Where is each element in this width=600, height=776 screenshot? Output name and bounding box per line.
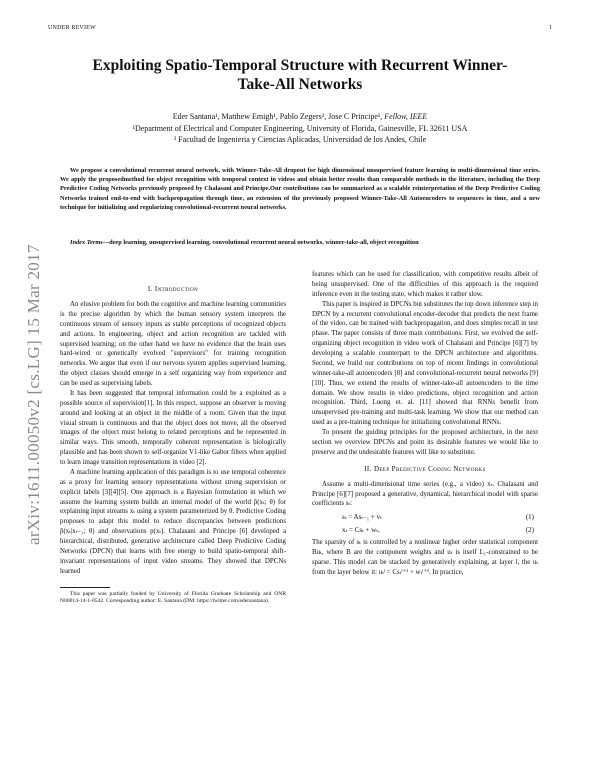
paragraph: It has been suggested that temporal information could be a exploited as a possible source of supervision[1]. In this respect, suppose an observer is moving around and looking at an object in the middle of a room. Given that the input visual stream is continuous and that the object does not move, all the observed images of the object must belong to related perceptions and be represented in similar ways. This smooth, temporally coherent representation is biologically plausible and has been shown to self-organize V1-like Gabor filters when applied to learn image transition representations in video [2].: [60, 389, 286, 466]
left-column: [60, 278, 286, 606]
paragraph: features which can be used for classification, with competitive results albeit of being unsupervised. One of the difficulties of this approach is the required inference even in the testing state, which makes it rather slow.: [312, 271, 538, 298]
affiliation-2: ² Facultad de Ingenieria y Ciencias Aplicadas, Universidad de los Andes, Chile: [173, 135, 427, 145]
abstract: We propose a convolutional recurrent neural network, with Winner-Take-All dropout for high dimensional unsupervised feature learning in multi-dimensional time series. We apply the proposedmethod for object recognition with temporal context in videos and obtain better results than comparable methods in the literature, including the Deep Predictive Coding Networks previously proposed by Chalasani and Principe.Our contributions can be summarized as a scalable reinterpretation of the Deep Predictive Coding Networks trained end-to-end with backpropagation through time, an extension of the previously proposed Winner-Take-All Autoencoders to sequences in time, and a new technique for initializing and regularizing convolutional-recurrent neural networks.: [60, 167, 540, 211]
equation-body: xₜ = Csₜ + wₜ,: [342, 526, 380, 535]
fellow-title: Fellow, IEEE: [384, 112, 428, 121]
index-terms-label: Index Terms: [70, 239, 103, 246]
author-list: Eder Santana¹, Matthew Emigh¹, Pablo Zegers², Jose C Principe¹,: [172, 112, 383, 121]
paragraph: To present the guiding principles for the proposed architecture, in the next section we overview DPCNs and point its desirable features we would like to preserve and the undesirable features will like to substitute.: [312, 429, 538, 456]
affiliation-1: ¹Department of Electrical and Computer Engineering, University of Florida, Gainesville, FL 32611 USA: [132, 123, 468, 133]
index-terms: [60, 238, 540, 247]
section-heading-intro: [60, 284, 286, 294]
section-heading-dpcn: [312, 464, 538, 474]
paragraph: A machine learning application of this paradigm is to use temporal coherence as a proxy for learning sensory representations without strong supervision or explicit labels [3][4][5]. One approach is a Bayesian formulation in which we assume the learning system builds an internal model of the world p̂(xₜ; θ) for explaining input streams xₜ using a system parameterized by θ. Predictive Coding proposes to adapt this model to reduce discrepancies between predictions p̂(xₜ|xₜ₋₁; θ) and observations p(xₜ). Chalasani and Principe [6] developed a hierarchical, distributed, generative architecture called Deep Predictive Coding Networks (DPCN) that learns with free energy to build spatio-temporal shift-invariant representations of input video streams. They showed that DPCNs learned: [60, 468, 286, 575]
right-column: [312, 270, 538, 578]
equation-body: sₜ = Asₜ₋₁ + vₜ: [342, 513, 382, 522]
paragraph: Assume a multi-dimensional time series (e.g., a video) xₜ. Chalasani and Principe [6][7] proposed a generative, dynamical, hierarchical model with sparse coefficients sₜ:: [312, 480, 538, 508]
section-title: Deep Predictive Coding Networks: [373, 464, 486, 473]
author-block: [60, 111, 540, 146]
section-number: II.: [364, 464, 372, 473]
paragraph: This paper is inspired in DPCNs but substitutes the top down inference step in DPCN by a recurrent convolutional encoder-decoder that predicts the next frame of the video, can be trained with backpropagation, and does simples recall in test phase. The paper consists of three main contributions. First, we evolved the self-organizing object recognition in video work of Chalasani and Principe [6][7] by developing a scalable counterpart to the DPCN architecture and algorithms. Second, we build our contributions on top of recent findings in convolutional winner-take-all autoencoders [8] and convolutional-recurrent neural networks [9][10]. Thus, we extend the results of winner-take-all autoencoders to the time domain. We show results in video predictions, object recognition and action recognition. Third, Luong et. al. [11] showed that RNNs benefit from unsupervised pre-training and multi-task learning. We show that our method can used as a pre-training technique for initializing convolutional RNNs.: [312, 300, 538, 427]
equation-2: [342, 525, 538, 535]
equation-number: (1): [525, 513, 534, 522]
author-names: [60, 111, 540, 123]
page-number: 1: [549, 25, 552, 31]
paper-title: Exploiting Spatio-Temporal Structure with Recurrent Winner-Take-All Networks: [92, 57, 508, 93]
footnote-divider: [60, 587, 110, 588]
running-head: UNDER REVIEW: [48, 25, 96, 31]
section-title: Introduction: [154, 285, 199, 293]
equation-1: [342, 512, 538, 522]
section-number: I.: [147, 285, 153, 293]
index-terms-text: —deep learning, unsupervised learning, convolutional recurrent neural networks, winner-take-all, object recognition: [102, 239, 419, 246]
arxiv-stamp[interactable]: arXiv:1611.00050v2 [cs.LG] 15 Mar 2017: [24, 244, 43, 545]
footnote: This paper was partially funded by University of Florida Graduate Scholarship and ONR N00014-14-1-0542. Corresponding author: E. Santana (DM: https://twitter.com/edersantana).: [60, 590, 286, 605]
equation-number: (2): [525, 526, 534, 535]
paragraph: An elusive problem for both the cognitive and machine learning communities is the precise algorithm by which the human sensory system interprets the continuous stream of sensory inputs as stable perceptions of recognized objects and actions. In engineering, object and action recognition are tackled with supervised learning; on the other hand we have no evidence that the brain uses hard-wired or genetically evolved "supervisors" for training recognition networks. We argue that even if our nervous system applies supervised learning, the object classes should emerge in a self organizing way from experience and can be used as supervising labels.: [60, 301, 286, 387]
paragraph: The sparsity of sₜ is controlled by a nonlinear higher order statistical component Buₜ, where B are the component weights and uₜ is itself L₁-constrained to be sparse. This model can be stacked by generatively explaining, at layer l, the uₜ from the layer below it: uₜˡ = Csₜˡ⁺¹ + wₜˡ⁺¹. In practice,: [312, 539, 538, 576]
